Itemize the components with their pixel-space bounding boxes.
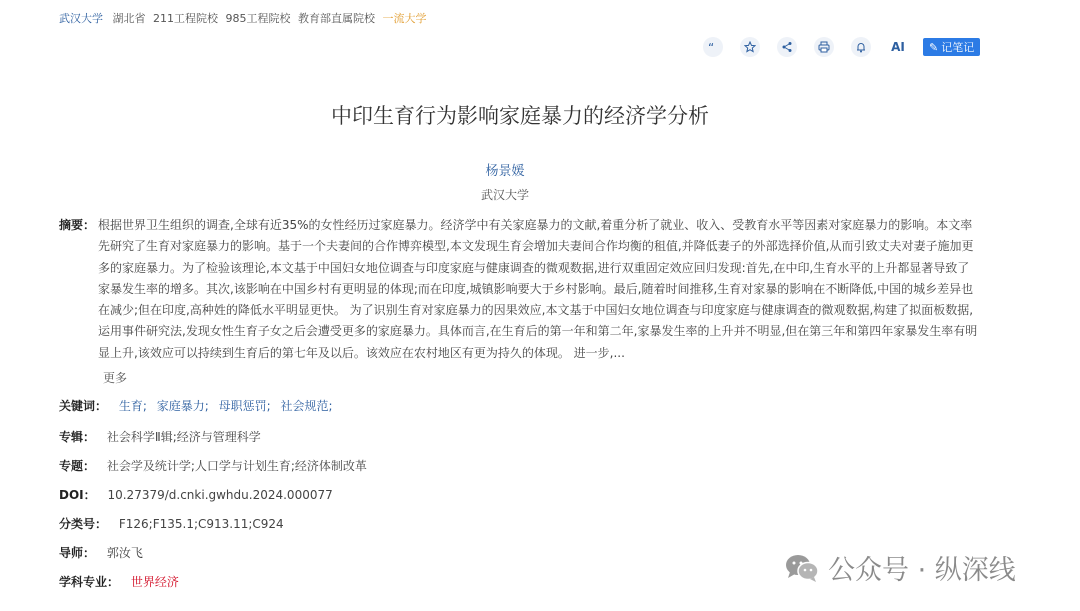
star-icon[interactable] [740, 37, 760, 57]
school-info-bar [59, 10, 431, 26]
author-organization: 武汉大学 [480, 188, 529, 202]
article-title: 中印生育行为影响家庭暴力的经济学分析 [331, 104, 709, 128]
bell-icon[interactable] [851, 37, 871, 57]
topic-value: 社会学及统计学;人口学与计划生育;经济体制改革 [106, 459, 367, 473]
share-icon[interactable] [777, 37, 797, 57]
major-row [59, 573, 179, 590]
abstract-label: 摘要： [59, 218, 96, 232]
school-tag-province: 湖北省 [112, 12, 146, 25]
wechat-logo-icon [784, 553, 820, 583]
school-tag-first-class: 一流大学 [382, 12, 427, 25]
school-tag-moe: 教育部直属院校 [298, 12, 375, 25]
ai-assistant-button[interactable]: AI [891, 40, 905, 54]
classification-value: F126;F135.1;C913.11;C924 [118, 517, 284, 531]
keywords-row [59, 397, 339, 414]
doi-row [59, 486, 333, 503]
keyword-link[interactable]: 社会规范; [280, 399, 333, 413]
svg-text:“: “ [708, 41, 715, 53]
more-link[interactable]: 更多 [103, 371, 128, 385]
abstract-section [59, 215, 981, 364]
print-icon[interactable] [814, 37, 834, 57]
abstract-text: 根据世界卫生组织的调查,全球有近35%的女性经历过家庭暴力。经济学中有关家庭暴力的文献,着重分析了就业、收入、受教育水平等因素对家庭暴力的影响。本文率先研究了生育对家庭暴力的影响。基于一个夫妻间的合作博弈模型,本文发现生育会增加夫妻间合作均衡的租值,并降低妻子的外部选择价值,从而引致丈夫对妻子施加更多的家庭暴力。为了检验该理论,本文基于中国妇女地位调查与印度家庭与健康调查的微观数据,进行双重固定效应回归发现:首先,在中印,生育水平的上升都显著导致了家暴发生率的增多。其次,该影响在中国乡村有更明显的体现;而在印度,城镇影响要大于乡村影响。最后,随着时间推移,生育对家暴的影响在不断降低,中国的城乡差异也在减少;但在印度,高种姓的降低水平明显更快。 为了识别生育对家庭暴力的因果效应,本文基于中国妇女地位调查与印度家庭与健康调查的微观数据,构建了拟面板数据,运用事件研究法,发现女性生育子女之后会遭受更多的家庭暴力。具体而言,在生育后的第一年和第二年,家暴发生率的上升并不明显,但在第三年和第四年家暴发生率有明显上升,该效应可以持续到生育后的第七年及以后。该效应在农村地区有更为持久的体现。 进一步,... [98, 218, 978, 360]
series-label: 专辑： [59, 430, 96, 444]
keywords-label: 关键词： [59, 399, 108, 413]
take-note-label: 记笔记 [941, 41, 975, 54]
major-value: 世界经济 [130, 575, 179, 589]
article-toolbar [703, 37, 980, 57]
series-value: 社会科学Ⅱ辑;经济与管理科学 [106, 430, 261, 444]
doi-label: DOI： [59, 488, 96, 502]
topic-label: 专题： [59, 459, 96, 473]
school-tag-985: 985工程院校 [225, 12, 291, 25]
doi-value: 10.27379/d.cnki.gwhdu.2024.000077 [107, 488, 333, 502]
series-row [59, 428, 261, 445]
keyword-link[interactable]: 家庭暴力; [156, 399, 209, 413]
topic-row [59, 457, 367, 474]
advisor-label: 导师： [59, 546, 96, 560]
keyword-link[interactable]: 生育; [118, 399, 147, 413]
classification-row [59, 515, 284, 532]
author-link[interactable]: 杨景媛 [485, 164, 525, 179]
school-link[interactable]: 武汉大学 [59, 12, 103, 25]
advisor-row [59, 544, 143, 561]
school-tag-211: 211工程院校 [153, 12, 218, 25]
watermark-text: 公众号 · 纵深线 [828, 555, 1016, 586]
keyword-link[interactable]: 母职惩罚; [218, 399, 271, 413]
pen-icon: ✎ [929, 40, 939, 54]
quote-icon[interactable] [703, 37, 723, 57]
wechat-watermark [784, 548, 1016, 587]
major-label: 学科专业： [59, 575, 120, 589]
classification-label: 分类号： [59, 517, 108, 531]
advisor-value: 郭汝飞 [106, 546, 143, 560]
take-note-button[interactable] [923, 38, 980, 56]
